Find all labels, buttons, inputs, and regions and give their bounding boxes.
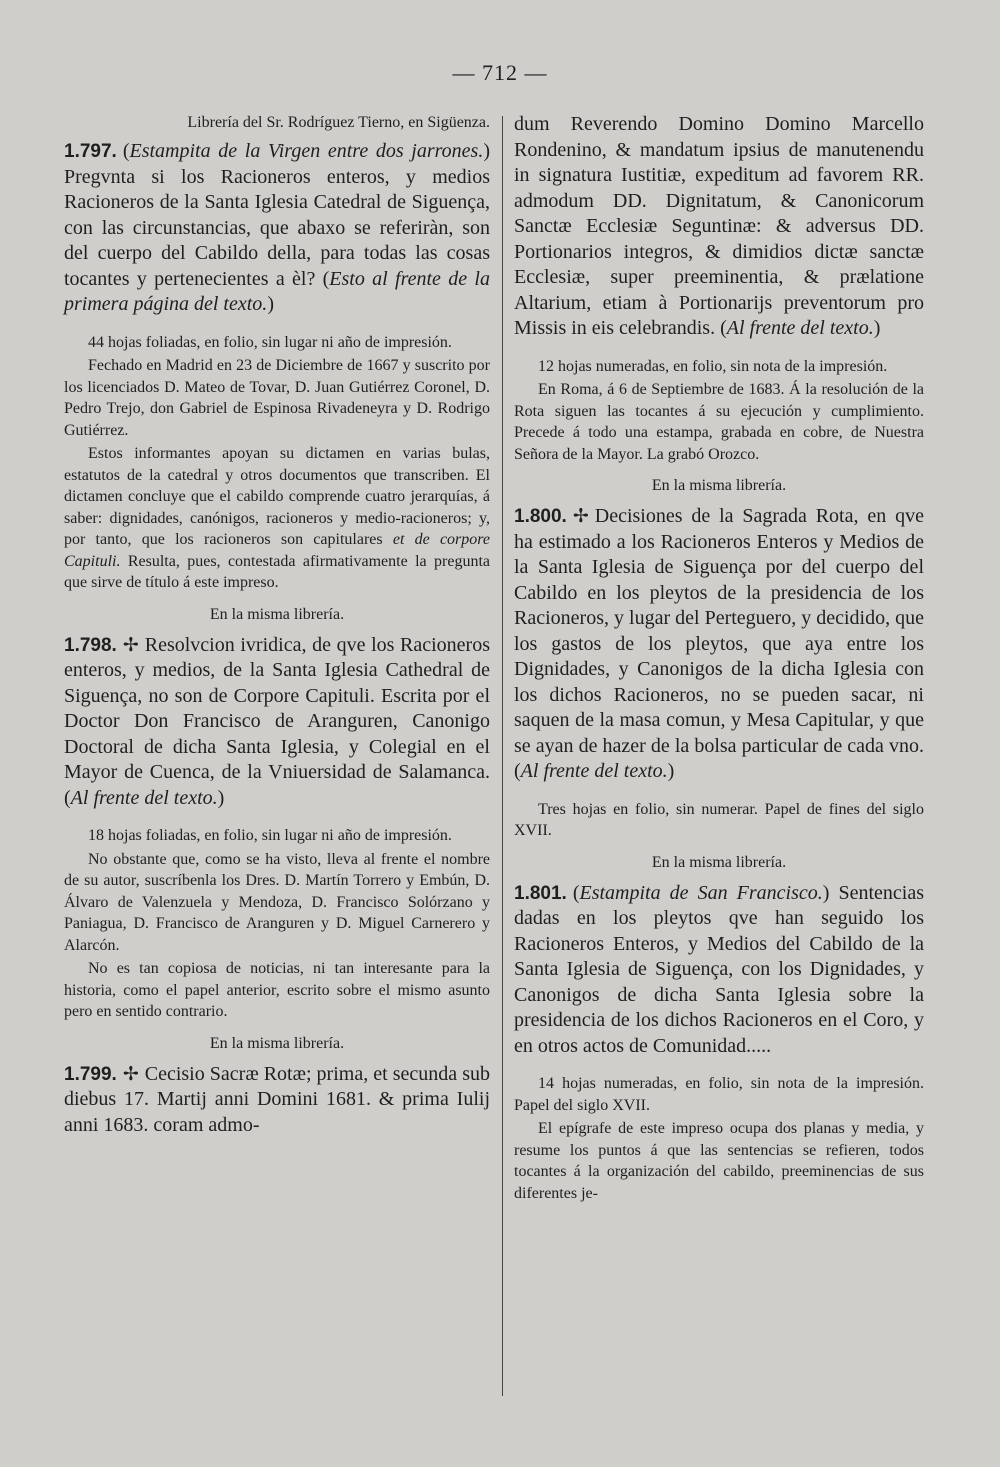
italic-note: Estampita de la Virgen entre dos jarrones. [129,140,484,162]
right-column [514,112,924,1206]
entry-number: 1.799. [64,1063,117,1085]
entry-1798-description: 18 hojas foliadas, en folio, sin lugar ni año de impresión. [88,827,452,844]
page-number: — 712 — [452,60,548,85]
entry-1801: 1.801. (Estampita de San Francisco.) Sentencias dadas en los pleytos qve han seguido los Racioneros Enteros, y Medios del Cabildo de la Santa Iglesia de Siguença, con los Dignidades, y Canonigos de dicha Santa Iglesia sobre la presidencia de los dichos Racioneros en el Coro, y en otros actos de Comunidad..... [514,881,924,1057]
entry-1799-continued: dum Reverendo Domino Domino Marcello Rondenino, & mandatum ipsius de manutenendu in signatura Iustitiæ, expeditum ad favorem RR. admodum DD. Dignitatum, & Canonicorum Sanctæ Ecclesiæ Seguntinæ: & adversus DD. Portionarios integros, & dimidios dictæ sanctæ Ecclesiæ, super preeminentia, & prælatione Altarium, etiam à Portionarijs preventorum pro Missis in eis celebrandis. (Al frente del texto.) [514,113,924,339]
entry-1800-description: Tres hojas en folio, sin numerar. Papel de fines del siglo XVII. [514,800,924,839]
entry-1801-description: 14 hojas numeradas, en folio, sin nota de la impresión. Papel del siglo XVII. [514,1075,924,1114]
italic-note: Al frente del texto. [726,317,874,339]
entry-number: 1.797. [64,141,117,162]
column-divider [502,116,503,1396]
location-note: En la misma librería. [651,477,787,494]
entry-1798-signers: No obstante que, como se ha visto, lleva al frente el nombre de su autor, suscríbenla los Dres. D. Martín Torrero y Embún, D. Álvaro de Valenzuela y Mendoza, D. Francisco Solórzano y Paniagua, D. Francisco de Aranguren y D. Miguel Carnerero y Alarcón. [64,850,490,954]
bookshop-heading: Librería del Sr. Rodríguez Tierno, en Sigüenza. [187,114,490,131]
entry-1797-date: Fechado en Madrid en 23 de Diciembre de 1667 y suscrito por los licenciados D. Mateo de Tovar, D. Juan Gutiérrez Coronel, D. Pedro Trejo, don Gabriel de Espinosa Rivadeneyra y D. Rodrigo Gutiérrez. [64,357,490,439]
cross-icon: ✢ [572,505,589,527]
entry-1800: 1.800. ✢ Decisiones de la Sagrada Rota, en qve ha estimado a los Racioneros Enteros y Medios de la Santa Iglesia de Siguença por del cuerpo del Cabildo en los pleytos de la presidencia de los Racioneros, y lugar del Perteguero, y decidido, que los gastos de los pleytos, que aya entre los Dignidades, y Canonigos de la dicha Iglesia con los dichos Racioneros, no se pueden sacar, ni saquen de la masa comun, y Mesa Capitular, y que se ayan de hazer de la bolsa particular de cada vno. (Al frente del texto.) [514,505,924,782]
entry-number: 1.800. [514,506,567,527]
cross-icon: ✢ [122,1062,139,1085]
entry-number: 1.801. [514,882,567,904]
entry-number: 1.798. [64,634,117,656]
entry-1797-description: 44 hojas foliadas, en folio, sin lugar ni año de impresión. [88,333,452,351]
entry-1799-commentary: En Roma, á 6 de Septiembre de 1683. Á la resolución de la Rota siguen las tocantes á su ejecución y cumplimiento. Precede á todo una estampa, grabada en cobre, de Nuestra Señora de la Mayor. La grabó Orozco. [514,381,924,463]
cross-icon: ✢ [122,633,139,656]
location-note: En la misma librería. [209,1034,345,1052]
entry-1798: 1.798. ✢ Resolvcion ivridica, de qve los Racioneros enteros, y medios, de la Santa Iglesia Cathedral de Siguença, no son de Corpore Capituli. Escrita por el Doctor Don Francisco de Aranguren, Canonigo Doctoral de dicha Santa Iglesia, y Colegial en el Mayor de Cuenca, de la Vniuersidad de Salamanca. (Al frente del texto.) [64,633,490,809]
italic-note: Al frente del texto. [70,786,218,809]
entry-1797: 1.797. (Estampita de la Virgen entre dos jarrones.) Pregvnta si los Racioneros enteros, y medios Racioneros de la Santa Iglesia Catedral de Siguença, con las circunstancias, que abaxo se referiràn, son del cuerpo del Cabildo della, para todas las cosas tocantes y pertenecientes a èl? (Esto al frente de la primera página del texto.) [64,140,490,315]
italic-note: Esto al frente de la primera página del texto. [64,267,490,315]
entry-1798-commentary: No es tan copiosa de noticias, ni tan interesante para la historia, como el papel anterior, escrito sobre el mismo asunto pero en sentido contrario. [64,960,490,1020]
entry-1799: 1.799. ✢ Cecisio Sacræ Rotæ; prima, et secunda sub diebus 17. Martij anni Domini 1681. & prima Iulij anni 1683. coram admo- [64,1062,490,1136]
left-column [64,112,490,1152]
italic-note: Estampita de San Francisco. [579,881,823,904]
entry-1801-commentary: El epígrafe de este impreso ocupa dos planas y media, y resume los puntos á que las sentencias se refieren, todos tocantes á la organización del cabildo, preeminencias de sus diferentes je- [514,1120,924,1202]
entry-1799-description: 12 hojas numeradas, en folio, sin nota de la impresión. [538,357,888,375]
italic-note: Al frente del texto. [520,760,668,782]
entry-1797-commentary: Estos informantes apoyan su dictamen en varias bulas, estatutos de la catedral y otros documentos que transcriben. El dictamen concluye que el cabildo comprende cuatro jerarquías, á saber: dignidades, canónigos, racioneros y medio-racioneros; y, por tanto, que los racioneros son capitulares et de corpore Capituli. Resulta, pues, contestada afirmativamente la pregunta que sirve de título á este impreso. [64,445,491,591]
location-note: En la misma librería. [651,853,787,871]
location-note: En la misma librería. [209,605,345,623]
